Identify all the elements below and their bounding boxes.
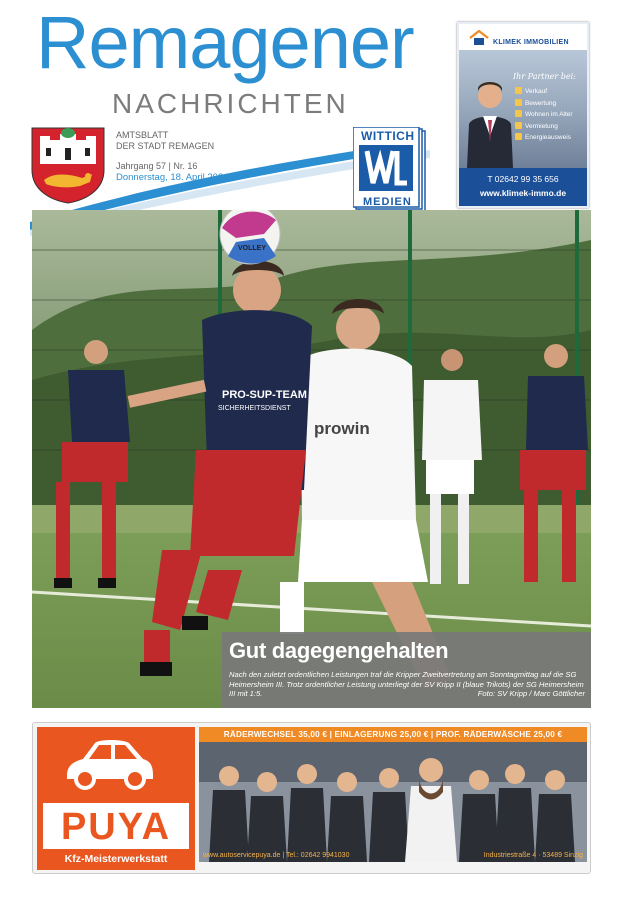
jersey-sponsor-blue-sub: SICHERHEITSDIENST	[218, 405, 291, 412]
jersey-sponsor-blue: PRO-SUP-TEAM	[222, 389, 307, 401]
team-illustration	[199, 742, 587, 862]
newspaper-title: Remagener	[36, 1, 414, 84]
caption-body: Nach den zuletzt ordentlichen Leistungen traf die Kripper Zweitvertretung am Sonntagmittag auf die SG Heimersheim III. Trotz ordentlicher Leistung unterliegt der SV Kripp II (blaue Trikots) der SG Heimersheim III mit 1:5.	[229, 670, 584, 699]
wittich-medien-logo	[353, 127, 427, 213]
list-item: Energieausweis	[515, 132, 573, 144]
puya-ad[interactable]	[32, 722, 591, 874]
klimek-phone[interactable]: T 02642 99 35 656	[487, 174, 559, 184]
puya-price-bar: RÄDERWECHSEL 35,00 € | EINLAGERUNG 25,00 € | PROF. RÄDERWÄSCHE 25,00 €	[199, 727, 587, 742]
ball-brand: VOLLEY	[238, 245, 267, 252]
house-bullet-icon	[515, 87, 522, 94]
list-item: Verkauf	[515, 86, 573, 98]
article-caption	[229, 670, 585, 699]
klimek-service-list	[515, 86, 573, 144]
article-headline[interactable]: Gut dagegengehalten	[229, 638, 449, 663]
house-bullet-icon	[515, 133, 522, 140]
house-bullet-icon	[515, 99, 522, 106]
football-icon	[220, 210, 280, 264]
newspaper-subtitle: NACHRICHTEN	[112, 88, 349, 119]
jersey-sponsor-white: prowin	[314, 419, 370, 438]
article-caption-box[interactable]	[222, 632, 591, 708]
house-icon	[469, 30, 489, 46]
amtsblatt-line1: AMTSBLATT	[116, 130, 169, 140]
puya-website-phone[interactable]: www.autoservicepuya.de | Tel.: 02642 9941030	[203, 852, 350, 859]
puya-team-photo	[199, 742, 587, 862]
list-item: Vermietung	[515, 121, 573, 133]
house-bullet-icon	[515, 122, 522, 129]
medien-name: MEDIEN	[363, 196, 412, 208]
puya-contact-bar	[199, 850, 587, 862]
hero-photo[interactable]	[32, 210, 591, 708]
issue-number: Jahrgang 57 | Nr. 16	[116, 161, 198, 171]
klimek-brand: KLIMEK IMMOBILIEN	[493, 39, 569, 46]
puya-tagline: Kfz-Meisterwerkstatt	[64, 853, 168, 865]
house-bullet-icon	[515, 110, 522, 117]
klimek-immobilien-ad[interactable]	[457, 22, 589, 208]
amtsblatt-line2: DER STADT REMAGEN	[116, 141, 215, 151]
klimek-website-link[interactable]: www.klimek-immo.de	[479, 188, 567, 198]
puya-address: Industriestraße 4 · 53489 Sinzig	[483, 852, 583, 859]
photo-credit: Foto: SV Kripp / Marc Göttlicher	[477, 689, 585, 699]
car-icon	[61, 735, 157, 791]
masthead	[0, 0, 625, 225]
issue-date: Donnerstag, 18. April 2024	[116, 172, 229, 183]
agent-portrait	[465, 76, 515, 168]
puya-logo-panel	[37, 727, 195, 870]
amtsblatt-label	[116, 130, 214, 152]
klimek-tagline: Ihr Partner bei:	[513, 72, 576, 81]
wittich-name: WITTICH	[361, 129, 415, 143]
remagen-coat-of-arms-icon	[30, 126, 106, 204]
puya-wordmark: PUYA	[60, 806, 172, 848]
list-item: Wohnen im Alter	[515, 109, 573, 121]
list-item: Bewertung	[515, 98, 573, 110]
